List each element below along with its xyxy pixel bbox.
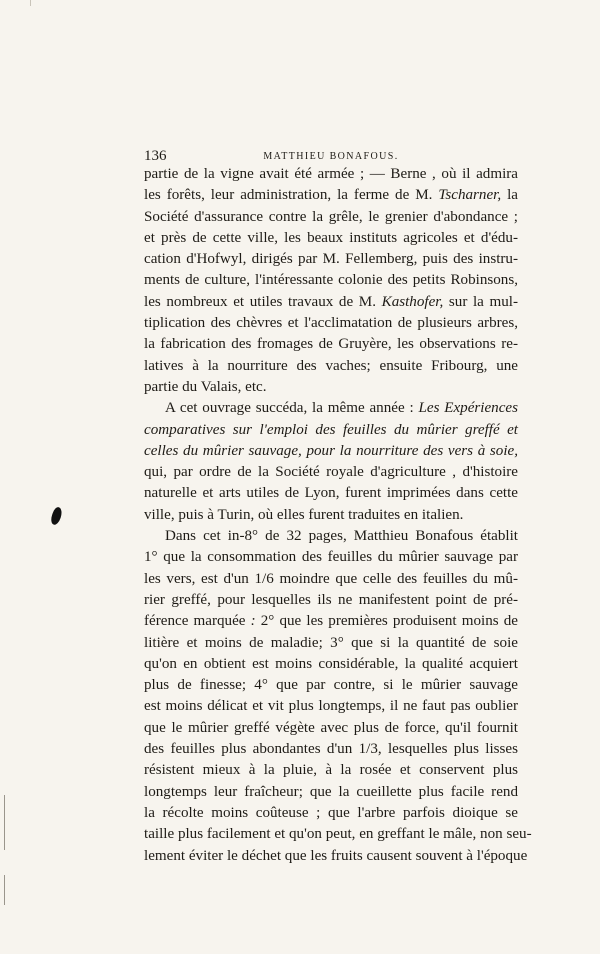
italic-run: : bbox=[250, 613, 256, 630]
text-line bbox=[144, 207, 518, 228]
text-line bbox=[144, 270, 518, 291]
text-line bbox=[144, 654, 518, 675]
paragraph bbox=[144, 164, 518, 398]
text-run: longtemps leur fraîcheur; que la cueillette plus facile rend bbox=[144, 783, 518, 800]
text-run: résistent mieux à la pluie, à la rosée et conservent plus bbox=[144, 762, 518, 779]
italic-run: Kasthofer, bbox=[381, 293, 444, 310]
text-line bbox=[144, 249, 518, 270]
page-number: 136 bbox=[144, 148, 167, 164]
text-line bbox=[144, 633, 518, 654]
text-line bbox=[144, 313, 518, 334]
text-run: litière et moins de maladie; 3° que si la quantité de soie bbox=[144, 634, 518, 651]
text-line bbox=[144, 441, 518, 462]
text-line bbox=[144, 505, 518, 526]
text-line bbox=[144, 760, 518, 781]
text-run: 1° que la consommation des feuilles du mûrier sauvage par bbox=[144, 549, 518, 566]
text-line bbox=[144, 526, 518, 547]
text-line bbox=[144, 420, 518, 441]
text-run: ville, puis à Turin, où elles furent traduites en italien. bbox=[144, 506, 464, 523]
text-line bbox=[144, 462, 518, 483]
text-line bbox=[144, 228, 518, 249]
text-line bbox=[144, 334, 518, 355]
running-title: MATTHIEU BONAFOUS. bbox=[263, 151, 399, 162]
text-run: cation d'Hofwyl, dirigés par M. Fellemberg, puis des instru- bbox=[144, 251, 518, 268]
text-run: férence marquée bbox=[144, 613, 251, 630]
paragraph bbox=[144, 398, 518, 526]
text-run: les vers, est d'un 1/6 moindre que celle des feuilles du mû- bbox=[144, 570, 518, 587]
text-line bbox=[144, 803, 518, 824]
italic-run: celles du mûrier sauvage, pour la nourriture des vers à soie, bbox=[144, 442, 518, 459]
text-line bbox=[144, 483, 518, 504]
text-run: la récolte moins coûteuse ; que l'arbre parfois dioique se bbox=[144, 804, 518, 821]
text-line bbox=[144, 398, 518, 419]
text-line bbox=[144, 846, 528, 867]
text-run: lement éviter le déchet que les fruits causent souvent à l'époque bbox=[144, 847, 528, 864]
text-run: les forêts, leur administration, la ferme de M. bbox=[144, 187, 439, 204]
margin-rule bbox=[4, 875, 5, 905]
text-line bbox=[144, 590, 518, 611]
ink-blot bbox=[49, 506, 63, 526]
text-line bbox=[144, 611, 518, 632]
text-run: tiplication des chèvres et l'acclimatation de plusieurs arbres, bbox=[144, 315, 518, 332]
text-line bbox=[144, 356, 518, 377]
text-run: 2° que les premières produisent moins de bbox=[255, 613, 519, 630]
text-run: partie de la vigne avait été armée ; — Berne , où il admira bbox=[144, 166, 518, 182]
text-run: que le mûrier greffé végète avec plus de force, qu'il fournit bbox=[144, 719, 518, 736]
text-run: la fabrication des fromages de Gruyère, les observations re- bbox=[144, 336, 518, 353]
text-run: et près de cette ville, les beaux instituts agricoles et d'édu- bbox=[144, 229, 518, 246]
italic-run: Tscharner, bbox=[438, 187, 502, 204]
text-run: naturelle et arts utiles de Lyon, furent imprimées dans cette bbox=[144, 485, 518, 502]
text-run: qu'on en obtient est moins considérable, la qualité acquiert bbox=[144, 655, 518, 672]
text-run: A cet ouvrage succéda, la même année : bbox=[165, 400, 419, 417]
text-line bbox=[144, 739, 518, 760]
body-text bbox=[144, 164, 532, 867]
text-run: rier greffé, pour lesquelles ils ne manifestent point de pré- bbox=[144, 591, 518, 608]
text-run: la bbox=[501, 187, 518, 204]
text-line bbox=[144, 824, 532, 845]
text-run: partie du Valais, etc. bbox=[144, 378, 267, 395]
paragraph bbox=[144, 526, 532, 867]
text-line bbox=[144, 718, 518, 739]
text-line bbox=[144, 547, 518, 568]
margin-rule bbox=[4, 795, 5, 850]
text-run: est moins délicat et vit plus longtemps, il ne faut pas oublier bbox=[144, 698, 518, 715]
text-line bbox=[144, 164, 518, 185]
text-line bbox=[144, 782, 518, 803]
text-line bbox=[144, 696, 518, 717]
text-line bbox=[144, 377, 518, 398]
text-run: plus de finesse; 4° que par contre, si le mûrier sauvage bbox=[144, 677, 518, 694]
text-run: qui, par ordre de la Société royale d'agriculture , d'histoire bbox=[144, 464, 518, 481]
text-line bbox=[144, 185, 518, 206]
text-run: sur la mul- bbox=[443, 293, 518, 310]
text-run: Dans cet in-8° de 32 pages, Matthieu Bonafous établit bbox=[165, 528, 518, 545]
text-run: taille plus facilement et qu'on peut, en greffant le mâle, non seu- bbox=[144, 826, 532, 843]
text-line bbox=[144, 292, 518, 313]
italic-run: Les Expériences bbox=[418, 400, 518, 417]
text-run: ments de culture, l'intéressante colonie des petits Robinsons, bbox=[144, 272, 518, 289]
text-run: des feuilles plus abondantes d'un 1/3, lesquelles plus lisses bbox=[144, 741, 518, 758]
scan-edge-mark bbox=[30, 0, 31, 6]
italic-run: comparatives sur l'emploi des feuilles du mûrier greffé et bbox=[144, 421, 518, 438]
text-line bbox=[144, 569, 518, 590]
text-run: latives à la nourriture des vaches; ensuite Fribourg, une bbox=[144, 357, 518, 374]
text-run: Société d'assurance contre la grêle, le grenier d'abondance ; bbox=[144, 208, 518, 225]
text-run: les nombreux et utiles travaux de M. bbox=[144, 293, 382, 310]
text-line bbox=[144, 675, 518, 696]
